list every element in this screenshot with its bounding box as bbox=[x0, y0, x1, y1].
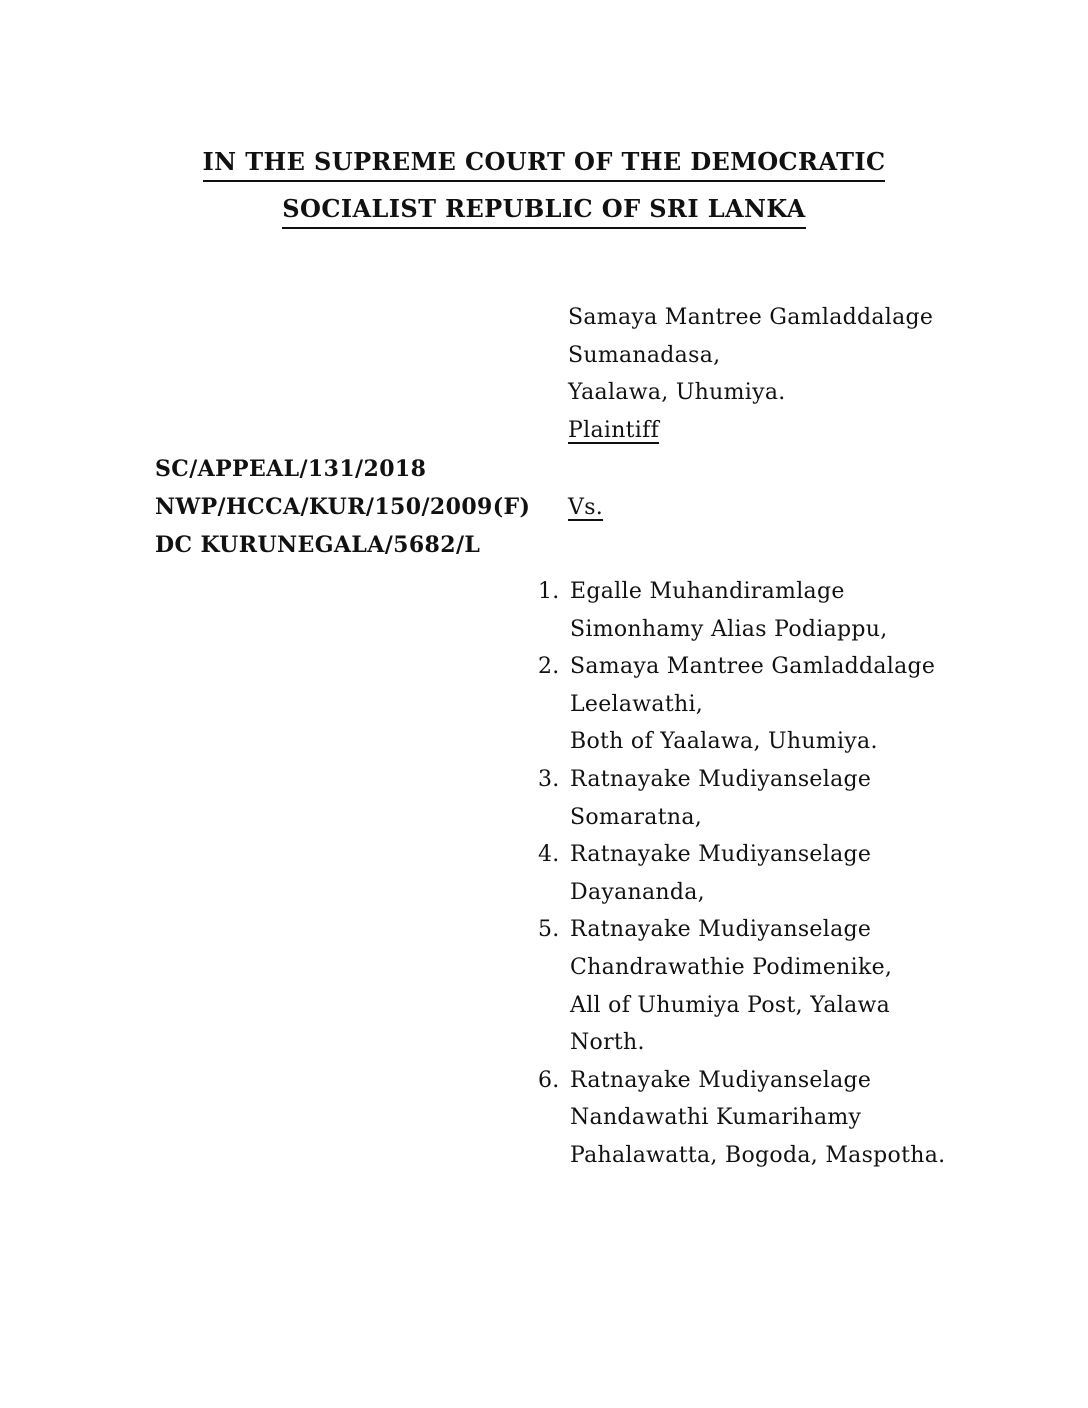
defendant-lines bbox=[570, 648, 935, 761]
plaintiff-name-line: Samaya Mantree Gamladdalage bbox=[568, 305, 934, 330]
defendant-line: Simonhamy Alias Podiappu, bbox=[570, 616, 888, 642]
defendant-number: 4. bbox=[538, 842, 560, 868]
defendant-line: Chandrawathie Podimenike, bbox=[570, 954, 893, 980]
title-line-2 bbox=[0, 194, 1088, 241]
plaintiff-block bbox=[568, 299, 933, 449]
defendant-number: 3. bbox=[538, 766, 560, 792]
title-line-1-text: IN THE SUPREME COURT OF THE DEMOCRATIC bbox=[203, 148, 886, 182]
defendant-line: Egalle Muhandiramlage bbox=[570, 579, 845, 604]
defendant-line: All of Uhumiya Post, Yalawa bbox=[570, 992, 891, 1018]
defendant-item bbox=[538, 648, 945, 761]
defendant-line: Ratnayake Mudiyanselage bbox=[570, 842, 872, 868]
defendant-number: 6. bbox=[538, 1067, 560, 1093]
case-number-hcca: NWP/HCCA/KUR/150/2009(F) bbox=[155, 494, 531, 520]
defendant-line: North. bbox=[570, 1030, 645, 1056]
defendant-number: 5. bbox=[538, 917, 560, 943]
title-line-1 bbox=[0, 147, 1088, 194]
defendant-lines bbox=[570, 1062, 945, 1175]
defendant-item bbox=[538, 836, 945, 911]
defendant-line: Ratnayake Mudiyanselage bbox=[570, 917, 872, 943]
defendant-lines bbox=[570, 761, 871, 836]
defendant-line: Samaya Mantree Gamladdalage bbox=[570, 654, 936, 680]
versus-text: Vs. bbox=[568, 495, 604, 520]
defendant-line: Ratnayake Mudiyanselage bbox=[570, 766, 872, 792]
title-line-2-text: SOCIALIST REPUBLIC OF SRI LANKA bbox=[282, 195, 805, 229]
case-number-block bbox=[155, 450, 530, 564]
defendant-line: Both of Yaalawa, Uhumiya. bbox=[570, 729, 878, 755]
defendant-lines bbox=[570, 573, 888, 648]
case-number-dc: DC KURUNEGALA/5682/L bbox=[155, 532, 481, 558]
defendant-item bbox=[538, 573, 945, 648]
defendants-list bbox=[538, 573, 945, 1175]
defendant-line: Leelawathi, bbox=[570, 691, 704, 717]
defendant-item bbox=[538, 761, 945, 836]
defendant-item bbox=[538, 911, 945, 1061]
defendant-number: 1. bbox=[538, 579, 560, 604]
versus-label bbox=[568, 489, 603, 527]
plaintiff-address-line: Yaalawa, Uhumiya. bbox=[568, 380, 786, 406]
defendant-line: Pahalawatta, Bogoda, Maspotha. bbox=[570, 1142, 946, 1168]
defendant-line: Nandawathi Kumarihamy bbox=[570, 1105, 862, 1131]
defendant-line: Somaratna, bbox=[570, 804, 703, 830]
case-number-sc-appeal: SC/APPEAL/131/2018 bbox=[155, 456, 427, 482]
defendant-line: Ratnayake Mudiyanselage bbox=[570, 1067, 872, 1093]
document-title bbox=[0, 147, 1088, 241]
defendant-item bbox=[538, 1062, 945, 1175]
plaintiff-name-line: Sumanadasa, bbox=[568, 342, 721, 368]
defendant-lines bbox=[570, 911, 892, 1061]
defendant-lines bbox=[570, 836, 871, 911]
defendant-line: Dayananda, bbox=[570, 879, 705, 905]
defendant-number: 2. bbox=[538, 654, 560, 680]
plaintiff-label: Plaintiff bbox=[568, 417, 660, 443]
